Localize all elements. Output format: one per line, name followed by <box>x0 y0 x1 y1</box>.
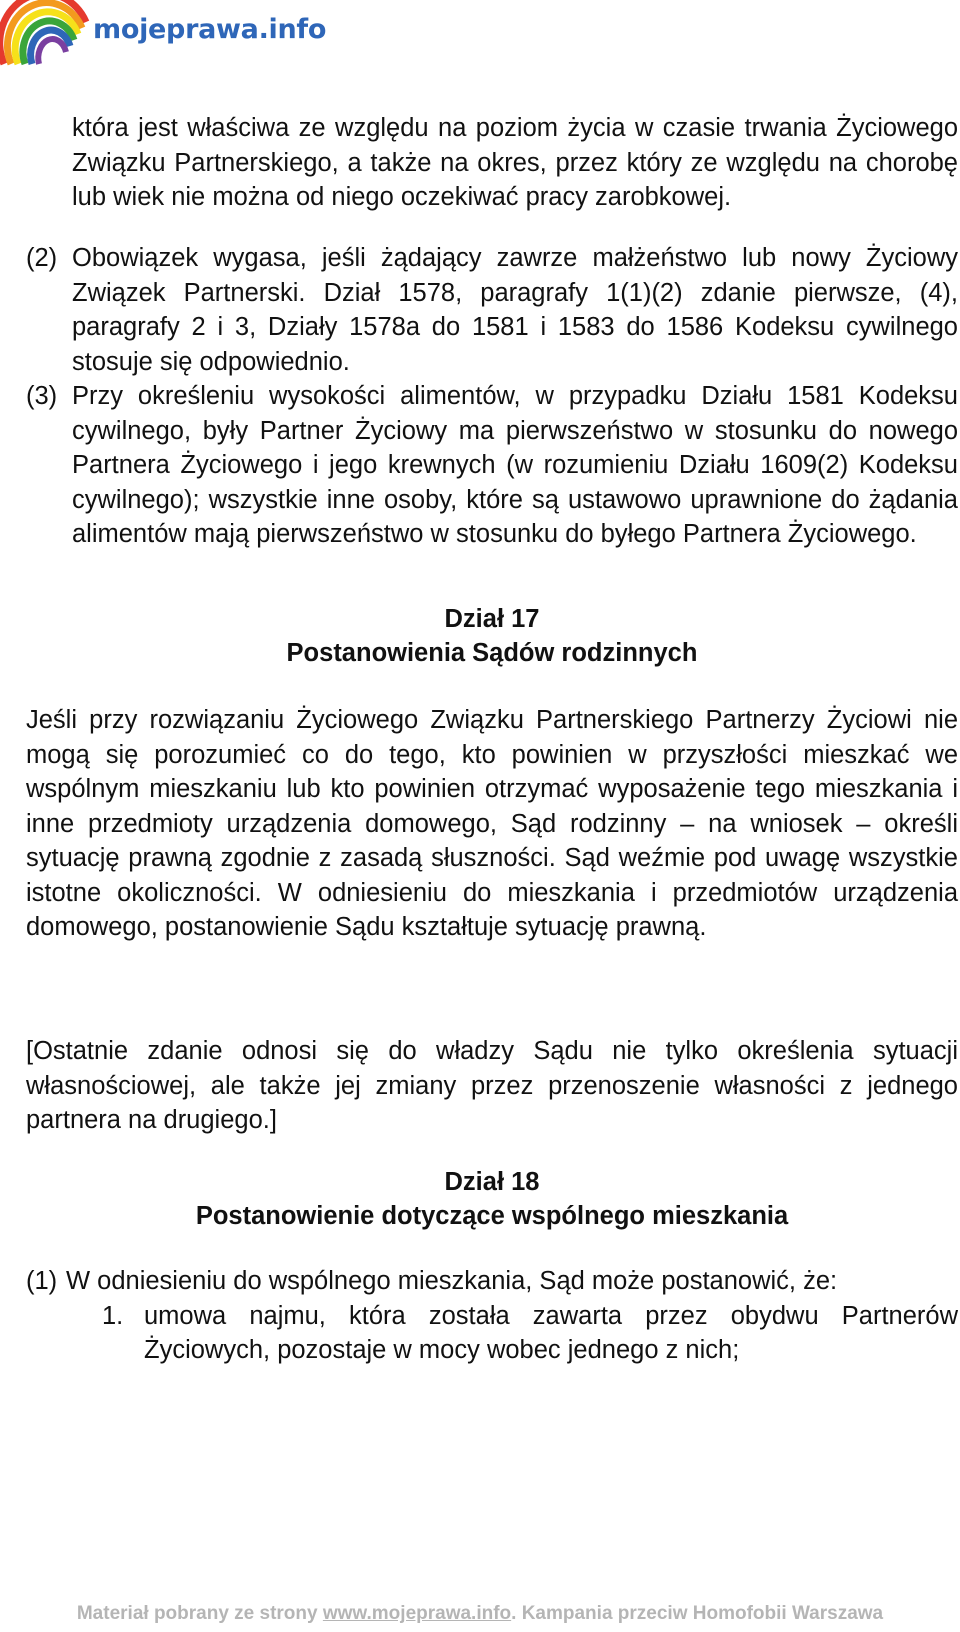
section18-list <box>26 1264 958 1368</box>
item-text: Obowiązek wygasa, jeśli żądający zawrze małżeństwo lub nowy Życiowy Związek Partnerski. Dział 1578, paragrafy 1(1)(2) zdanie pierwsze, (4), paragrafy 2 i 3, Działy 1578a do 1581 i 1583 do 1586 Kodeksu cywilnego stosuje się odpowiednio. <box>72 244 958 376</box>
note-paragraph <box>26 1034 958 1138</box>
footer-suffix: . Kampania przeciw Homofobii Warszawa <box>511 1603 884 1624</box>
section-title: Postanowienie dotyczące wspólnego mieszkania <box>195 1202 789 1230</box>
continuation-text: która jest właściwa ze względu na poziom życia w czasie trwania Życiowego Związku Partnerskiego, a także na okres, przez który ze względu na chorobę lub wiek nie można od niego oczekiwać pracy zarobkowej. <box>72 114 958 211</box>
note-text: [Ostatnie zdanie odnosi się do władzy Sądu nie tylko określenia sytuacji własnościowej, ale także jej zmiany przez przenoszenie własności z jednego partnera na drugiego.] <box>26 1037 958 1134</box>
section-number: Dział 17 <box>444 605 540 633</box>
item-text: Przy określeniu wysokości alimentów, w przypadku Działu 1581 Kodeksu cywilnego, były Partner Życiowy ma pierwszeństwo w stosunku do nowego Partnera Życiowego i jego krewnych (w rozumieniu Działu 1609(2) Kodeksu cywilnego); wszystkie inne osoby, które są ustawowo uprawnione do żądania alimentów mają pierwszeństwo w stosunku do byłego Partnera Życiowego. <box>72 382 958 548</box>
rainbow-logo-icon <box>0 0 90 70</box>
footer <box>0 1602 960 1626</box>
logo-text: mojeprawa.info <box>93 14 327 45</box>
sub-item-number: 1. <box>102 1301 124 1330</box>
list-item <box>26 241 958 379</box>
site-logo[interactable] <box>0 0 327 72</box>
item-text: W odniesieniu do wspólnego mieszkania, Sąd może postanowić, że: <box>66 1267 838 1295</box>
sub-item-text: umowa najmu, która została zawarta przez obydwu Partnerów Życiowych, pozostaje w mocy wobec jednego z nich; <box>144 1301 958 1364</box>
section-number: Dział 18 <box>444 1168 540 1196</box>
paragraph-text: Jeśli przy rozwiązaniu Życiowego Związku Partnerskiego Partnerzy Życiowi nie mogą się porozumieć co do tego, kto powinien w przyszłości mieszkać we wspólnym mieszkaniu lub kto powinien otrzymać wyposażenie tego mieszkania i inne przedmioty urządzenia domowego, Sąd rodzinny – na wniosek – określi sytuację prawną zgodnie z zasadą słuszności. Sąd weźmie pod uwagę wszystkie istotne okoliczności. W odniesieniu do mieszkania i przedmiotów urządzenia domowego, postanowienie Sądu kształtuje sytuację prawną. <box>26 706 958 941</box>
item-number: (2) <box>26 244 58 272</box>
list-item <box>26 1264 958 1299</box>
item-number: (1) <box>26 1267 58 1295</box>
item-number: (3) <box>26 382 58 410</box>
sub-list-item <box>26 1299 958 1368</box>
footer-prefix: Materiał pobrany ze strony <box>76 1603 323 1624</box>
section-title: Postanowienia Sądów rodzinnych <box>286 639 698 667</box>
footer-link[interactable]: www.mojeprawa.info <box>322 1603 512 1624</box>
list-item <box>26 379 958 552</box>
intro-items <box>26 241 958 552</box>
intro-continuation <box>72 111 958 215</box>
paragraph <box>26 703 958 945</box>
